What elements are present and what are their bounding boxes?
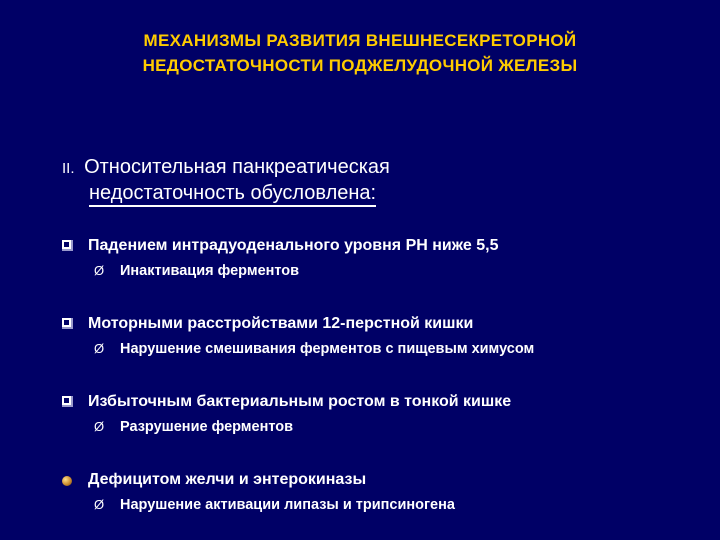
section-number: II. bbox=[62, 160, 75, 177]
list-item bbox=[62, 314, 702, 358]
bullet-text: Падением интрадуоденального уровня РН ниже 5,5 bbox=[88, 237, 499, 254]
sub-bullet-text: Нарушение активации липазы и трипсиногена bbox=[120, 497, 455, 513]
arrow-bullet-icon: Ø bbox=[94, 341, 105, 356]
square-bullet-icon bbox=[62, 396, 73, 407]
arrow-bullet-icon: Ø bbox=[94, 497, 105, 512]
list-item bbox=[62, 236, 702, 280]
sub-bullet-text: Нарушение смешивания ферментов с пищевым химусом bbox=[120, 341, 535, 357]
bullet-text: Моторными расстройствами 12-перстной кишки bbox=[88, 315, 474, 332]
subheading-line-1: Относительная панкреатическая bbox=[84, 156, 390, 178]
arrow-bullet-icon: Ø bbox=[94, 263, 105, 278]
bullet-text: Избыточным бактериальным ростом в тонкой кишке bbox=[88, 393, 512, 410]
sub-bullet-text: Инактивация ферментов bbox=[120, 263, 300, 279]
slide-title-line-1: МЕХАНИЗМЫ РАЗВИТИЯ ВНЕШНЕСЕКРЕТОРНОЙ bbox=[143, 31, 577, 50]
square-bullet-icon bbox=[62, 240, 73, 251]
bullet-list bbox=[62, 236, 702, 514]
list-item bbox=[62, 470, 702, 514]
arrow-bullet-icon: Ø bbox=[94, 419, 105, 434]
slide-title-line-2: НЕДОСТАТОЧНОСТИ ПОДЖЕЛУДОЧНОЙ ЖЕЛЕЗЫ bbox=[142, 56, 578, 75]
ball-bullet-icon bbox=[62, 476, 72, 486]
bullet-text: Дефицитом желчи и энтерокиназы bbox=[88, 471, 367, 488]
slide-title bbox=[0, 28, 720, 78]
section-subheading bbox=[62, 155, 390, 205]
list-item bbox=[62, 392, 702, 436]
sub-bullet-text: Разрушение ферментов bbox=[120, 419, 294, 435]
square-bullet-icon bbox=[62, 318, 73, 329]
subheading-line-2: недостаточность обусловлена: bbox=[89, 182, 376, 207]
